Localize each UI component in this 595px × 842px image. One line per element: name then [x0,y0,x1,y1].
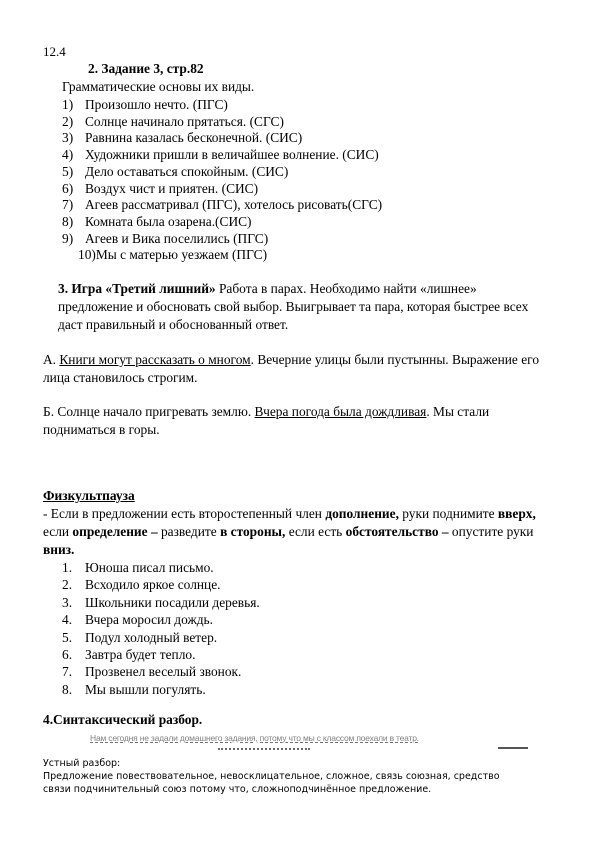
task2-item [62,181,258,197]
syntax-sentence-text: Нам сегодня не задали домашнего задания, потому что мы с классом поехали в театр. [90,733,419,743]
fizkult-item-text: Вчера моросил дождь. [85,612,213,628]
fizkult-item-number: 4. [62,612,73,628]
fizkult-item-text: Подул холодный ветер. [85,629,218,645]
task2-item-number: 4) [62,147,74,163]
fizkult-para-3: вниз. [43,542,75,557]
syntax-sentence [90,733,419,743]
task2-item-text: Агеев и Вика поселились (ПГС) [85,230,269,246]
task2-item-number: 1) [62,97,74,112]
fizkult-item [62,630,217,646]
game-title: 3. Игра «Третий лишний» [58,281,216,296]
group-a-line-1 [43,352,539,368]
fizkult-item-text: Юноша писал письмо. [85,560,214,575]
fizkult-item-text: Прозвенел веселый звонок. [85,664,242,680]
fizkult-item-number: 1. [62,560,73,575]
group-a-rest: . Вечерние улицы были пустынны. Выражение его [250,352,540,367]
fizkult-item [62,595,260,611]
group-a-prefix: А. [43,352,60,367]
task2-item-text: Дело оставаться спокойным. (СИС) [85,163,289,179]
game-line-1 [58,281,477,297]
fizkult-item-number: 5. [62,629,73,645]
fizkult-item-number: 6. [62,647,73,662]
task2-item-number: 9) [62,230,74,246]
fizkult-item [62,647,195,663]
oral-line-2: связи подчинительный союз потому что, сложноподчинённое предложение. [43,784,432,795]
task2-item-number: 8) [62,213,74,229]
fizkult-term-attribute: определение – [72,524,158,539]
task2-item-number: 7) [62,197,74,213]
group-b-line-1 [43,404,489,420]
task2-item [62,214,252,230]
fizkult-text: если [43,524,73,539]
fizkult-item-number: 2. [62,577,73,593]
task2-item [62,130,302,146]
fizkult-term-addition: дополнение, [325,506,399,521]
group-a-underlined: Книги могут рассказать о многом [59,352,251,367]
group-b-end: . Мы стали [426,404,490,419]
fizkult-title: Физкультпауза [43,488,135,503]
task2-item-number: 5) [62,163,74,179]
task2-item [62,231,268,247]
task2-item [62,147,379,163]
fizkult-para-1 [43,506,536,522]
fizkult-item-number: 7. [62,664,73,680]
fizkult-item [62,560,214,576]
task2-item-number: 3) [62,130,74,146]
game-line-2: предложение и обосновать свой выбор. Выигрывает та пара, которая быстрее всех [58,299,529,314]
group-b-line-2: подниматься в горы. [43,422,160,437]
game-text-1: Работа в парах. Необходимо найти «лишнее» [215,281,477,296]
task2-item [62,164,288,180]
task2-item-text: Комната была озарена.(СИС) [85,213,252,229]
group-b-start: Б. Солнце начало пригревать землю. [43,404,255,419]
task2-item-10: 10)Мы с матерью уезжаем (ПГС) [78,247,268,262]
task2-item-text: Воздух чист и приятен. (СИС) [85,180,259,196]
task2-item [62,97,228,113]
syntax-title: 4.Синтаксический разбор. [43,712,203,727]
fizkult-item-text: Мы вышли погулять. [85,681,206,697]
fizkult-action-sides: в стороны, [220,524,286,539]
fizkult-text: разведите [157,524,221,539]
group-b-underlined: Вчера погода была дождливая [254,404,427,419]
fizkult-item [62,664,241,680]
fizkult-item [62,577,221,593]
task2-item-text: Произошло нечто. (ПГС) [85,97,228,112]
task2-item [62,114,284,130]
task2-item-number: 6) [62,180,74,196]
fizkult-item-text: Школьники посадили деревья. [85,594,260,610]
task2-item-number: 2) [62,113,74,129]
fizkult-item-number: 3. [62,594,73,610]
fizkult-text: руки поднимите [398,506,498,521]
task2-item-text: Равнина казалась бесконечной. (СИС) [85,130,303,146]
fizkult-item-text: Завтра будет тепло. [85,647,196,662]
task2-item-text: Солнце начинало прятаться. (СГС) [85,113,284,129]
fizkult-item [62,682,206,698]
task2-title: 2. Задание 3, стр.82 [88,61,204,76]
task2-item-text: Художники пришли в величайшее волнение. (СИС) [85,147,379,163]
date: 12.4 [43,44,66,59]
group-a-line-2: лица становилось строгим. [43,370,198,385]
fizkult-item-number: 8. [62,681,73,697]
fizkult-text: опустите руки [448,524,534,539]
fizkult-item-text: Всходило яркое солнце. [85,577,221,593]
fizkult-text: если есть [285,524,346,539]
fizkult-para-2 [43,524,533,540]
fizkult-text: - Если в предложении есть второстепенный член [43,506,326,521]
task2-item-text: Агеев рассматривал (ПГС), хотелось рисовать(СГС) [85,197,383,213]
fizkult-term-adverbial: обстоятельство – [345,524,449,539]
game-line-3: даст правильный и обоснованный ответ. [58,317,289,332]
task2-intro: Грамматические основы их виды. [62,79,255,94]
task2-item [62,197,382,213]
syntax-mark-2 [498,744,528,749]
oral-line-1: Предложение повествовательное, невосклицательное, сложное, связь союзная, средство [43,771,500,782]
syntax-wavy-mark [218,744,310,750]
fizkult-item [62,612,213,628]
fizkult-action-up: вверх, [497,506,536,521]
oral-label: Устный разбор: [43,758,121,769]
